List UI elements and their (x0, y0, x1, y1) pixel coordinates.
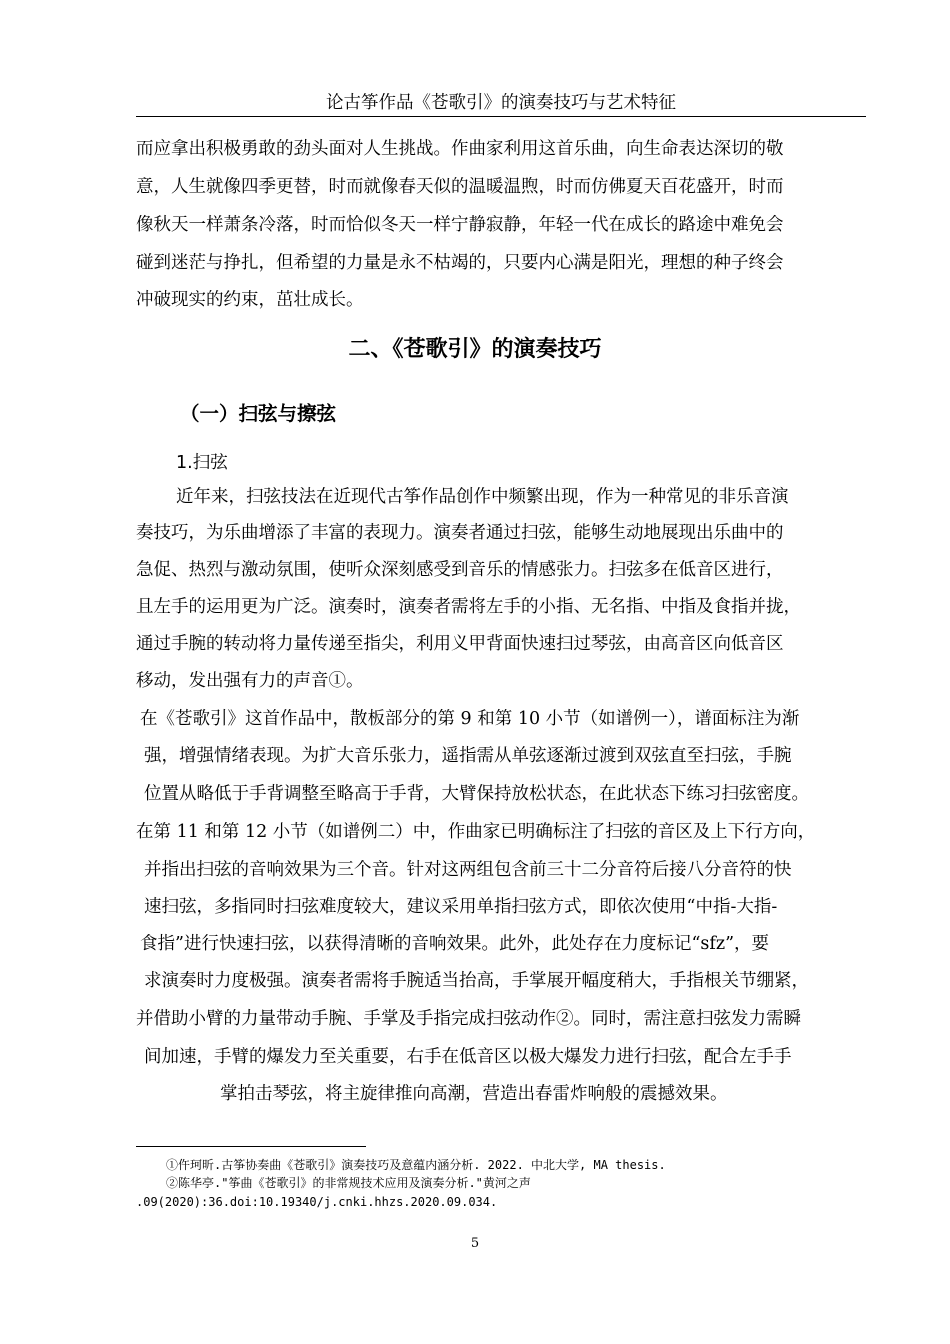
body-line: 在第 11 和第 12 小节（如谱例二）中，作曲家已明确标注了扫弦的音区及上下行方向， (136, 822, 816, 842)
intro-line: 碰到迷茫与挣扎，但希望的力量是永不枯竭的，只要内心满是阳光，理想的种子终会 (136, 253, 784, 273)
footnote: ①仵珂昕.古筝协奏曲《苍歌引》演奏技巧及意蕴内涵分析. 2022. 中北大学, MA thesis. (166, 1158, 666, 1172)
running-header-title: 论古筝作品《苍歌引》的演奏技巧与艺术特征 (326, 93, 676, 113)
intro-line: 而应拿出积极勇敢的劲头面对人生挑战。作曲家利用这首乐曲，向生命表达深切的敬 (136, 139, 784, 159)
body-line: 间加速，手臂的爆发力至关重要，右手在低音区以极大爆发力进行扫弦，配合左手手 (144, 1047, 792, 1067)
footnote-continuation: .09(2020):36.doi:10.19340/j.cnki.hhzs.2020.09.034. (136, 1195, 498, 1209)
subsubsection-heading: 1.扫弦 (176, 453, 228, 473)
body-line: 近年来，扫弦技法在近现代古筝作品创作中频繁出现，作为一种常见的非乐音演 (176, 487, 789, 507)
section-heading: 二、《苍歌引》的演奏技巧 (348, 337, 602, 362)
body-line: 求演奏时力度极强。演奏者需将手腕适当抬高，手掌展开幅度稍大，手指根关节绷紧， (144, 971, 809, 991)
body-line: 且左手的运用更为广泛。演奏时，演奏者需将左手的小指、无名指、中指及食指并拢， (136, 597, 801, 617)
intro-line: 意，人生就像四季更替，时而就像春天似的温暖温煦，时而仿佛夏天百花盛开，时而 (136, 177, 784, 197)
page-number: 5 (470, 1236, 480, 1251)
body-line: 移动，发出强有力的声音①。 (136, 671, 364, 691)
intro-line: 冲破现实的约束，茁壮成长。 (136, 290, 364, 310)
body-line: 并借助小臂的力量带动手腕、手掌及手指完成扫弦动作②。同时，需注意扫弦发力需瞬 (136, 1009, 801, 1029)
body-line: 速扫弦，多指同时扫弦难度较大，建议采用单指扫弦方式，即依次使用“中指-大指- (144, 897, 778, 917)
header-divider (136, 116, 866, 117)
body-line: 急促、热烈与激动氛围，使听众深刻感受到音乐的情感张力。扫弦多在低音区进行， (136, 560, 784, 580)
body-line: 并指出扫弦的音响效果为三个音。针对这两组包含前三十二分音符后接八分音符的快 (144, 860, 792, 880)
body-line: 掌拍击琴弦，将主旋律推向高潮，营造出春雷炸响般的震撼效果。 (220, 1084, 728, 1104)
body-line: 食指”进行快速扫弦，以获得清晰的音响效果。此外，此处存在力度标记“sfz”，要 (140, 934, 770, 954)
footnote-divider (136, 1146, 366, 1147)
body-line: 奏技巧，为乐曲增添了丰富的表现力。演奏者通过扫弦，能够生动地展现出乐曲中的 (136, 523, 784, 543)
body-line: 位置从略低于手背调整至略高于手背，大臂保持放松状态，在此状态下练习扫弦密度。 (144, 784, 809, 804)
footnote: ②陈华亭."筝曲《苍歌引》的非常规技术应用及演奏分析."黄河之声 (166, 1176, 531, 1190)
intro-line: 像秋天一样萧条冷落，时而恰似冬天一样宁静寂静，年轻一代在成长的路途中难免会 (136, 215, 784, 235)
body-line: 通过手腕的转动将力量传递至指尖，利用义甲背面快速扫过琴弦，由高音区向低音区 (136, 634, 784, 654)
body-line: 在《苍歌引》这首作品中，散板部分的第 9 和第 10 小节（如谱例一），谱面标注为渐 (140, 709, 800, 729)
subsection-heading: （一）扫弦与擦弦 (180, 402, 337, 425)
body-line: 强，增强情绪表现。为扩大音乐张力，遥指需从单弦逐渐过渡到双弦直至扫弦，手腕 (144, 746, 792, 766)
